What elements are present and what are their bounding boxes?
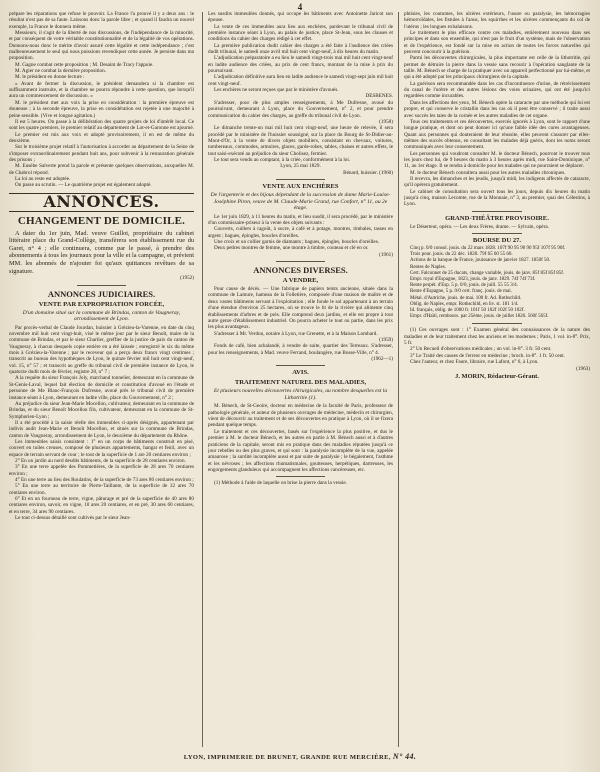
column-2 (208, 11, 393, 749)
reference-number: (1952) (180, 275, 194, 282)
paragraph: La vente de ces immeubles aura lieu aux enchères, pardevant le tribunal civil de première instance séant à Lyon, au palais de justice, place St-Jean, sous les clauses et conditions du cahier des charges rédigé à cet effet. (208, 23, 393, 43)
paragraph: A dater du 1er juin, Mad. veuve Guillot, propriétaire du cabinet littéraire place du Grand-Collège, transfèrera son établissement rue du Garet, n° 4 ; elle continuera, comme par le passé, à prendre des abonnements à tous les journaux pour la ville et la campagne, et prévient MM. les abonnés de n'ajouter foi qu'aux quittances revêtues de sa signature. (9, 229, 194, 275)
bourse-line: Oblig. de Naples, empr. Rothschild, en liv. st. 181 1/4. (410, 301, 519, 307)
paragraph: Le Déserteur, opéra. — Les deux Frères, drame. — Sylvain, opéra. (410, 223, 549, 230)
reference-number: (1958) (379, 118, 393, 125)
page-number: 4 (297, 2, 303, 12)
paragraph: Le 1er juin 1829, à 11 heures du matin, et lieu susdit, il sera procédé, par le ministère d'un commissaire-priseur à la vente des objets suivants : (208, 213, 393, 227)
divider (77, 285, 126, 286)
annonces-banner: ANNONCES. (9, 193, 194, 212)
paragraph: Une croix et un collier garnis de diamants ; bagues, épingles, boucles d'oreilles. (214, 239, 380, 246)
subsection-heading: TRAITEMENT NATUREL DES MALADIES, (234, 379, 367, 387)
divider (276, 365, 325, 366)
footnote: Chez l'auteur, et chez Faure, libraire, rue Lafont, n° 6, à Lyon. (410, 359, 539, 366)
subsection-heading: AVIS. (292, 369, 309, 377)
column-divider (202, 12, 203, 747)
bourse-line: Métal. d'Autriche, jouis. de mai. 100 fr. Ad. Rothschild. (410, 295, 522, 301)
paragraph: Les enchères ne seront reçues que par le ministère d'avoués. (214, 87, 339, 94)
paragraph: Il est 5 heures. On passe à la délibération des quatre projets de loi d'intérêt local. Ce sont les quatre premiers, le premier relatif au département de Lot-et-Garonne est ajourné. (9, 118, 194, 132)
paragraph: On passe au scrutin. — Le quatrième projet est également adopté. (15, 182, 152, 189)
paragraph: Le cabinet de consultation sera ouvert tous les jours, depuis dix heures du matin jusqu'à cinq, maison Lecomte, rue de la Monnaie, n° 3, au premier, quai des Célestins, à Lyon. (404, 188, 590, 208)
bourse-line: Rente perpét. d'Esp. 5 p. 0/0, jouis. de juill. 55 55 3/4. (410, 283, 518, 289)
paragraph: Les personnes qui voudront consulter M. le docteur Bénech, pourront le trouver tous les jours chez lui, de 9 heures du matin à 3 heures après midi, rue Saint-Dominique, n° 11, au 1er étage. Il se rendra à domicile pour les malades qui ne pourraient se déplacer. (404, 150, 590, 170)
paragraph: Sur le troisième projet relatif à l'autorisation à accorder au département de la Seine de s'imposer extraordinairement pendant huit ans, pour subvenir à la restauration générale des prisons ; (9, 144, 194, 163)
paragraph: La guérison sera recommandée dans les cas d'incontinence d'urine, de rétrécissement du canal de l'urètre et des autres lésions des voies urinaires, qui ont été jusqu'ici regardées comme incurables. (404, 80, 590, 100)
paragraph: Le traitement et ces découvertes, basés sur l'expérience la plus positive, et dus le premier à M. le docteur Bénech, et les autres en partie à M. Bénech aussi et à d'autres praticiens de la capitale, seront mis en pratique dans des maladies réputées jusqu'à ce jour rebelles ou des plus graves, et qui sont : la paralysie incomplète de la vue, appelée amaurose ; la surdité incomplète aussi et par suite de paralysie ; le bégaiement, l'asthme et les névroses ; les affections rhumatismales, goutteuses, herpétiques, dartreuses, les engorgements glanduleux qui accompagnent les affections cancéreuses, etc. (208, 428, 393, 473)
paragraph: 2° En un jardin au nord desdits bâtiments, de la superficie de 28 centiares environ. (15, 457, 186, 464)
subsection-note: Et plusieurs nouvelles découvertes chirurgicales, au nombre desquelles est la Lithotritie (1). (213, 388, 388, 401)
paragraph: prépare les réparations que refuse le pouvoir. La France l'a prouvé il y a deux ans : le résultat n'est pas de sa faute. Laissons donc la parole libre ; et quand il faudra un nouvel exemple, la France le donnera même. (9, 11, 194, 30)
divider (472, 233, 522, 234)
signature: DESBENES. (365, 93, 393, 100)
footnote: 2° Un Recueil d'observations médicales ; un vol. in-8°. 3 fr. 50 cent. (410, 346, 552, 353)
paragraph: Deux petites montres de femme, une montre à timbre, couteau et clé en or. (214, 245, 369, 252)
issue-number: N° 44. (392, 752, 417, 761)
divider (276, 179, 325, 180)
paragraph: Au préjudice du sieur Jean-Marie Mocellon, cultivateur, demeurant en la commune de Brindas, et du sieur Benoît Mocellon fils, cultivateur, demeurant en la commune de St-Symphorien-Lyon ; (9, 400, 194, 420)
date-line: Lyon, 25 mai 1829. (280, 163, 321, 170)
bourse-line: Actions de la banque de France, jouissance de janvier 1827. 1850f 50. (410, 258, 551, 264)
bourse-line: Rentes de Naples. (410, 264, 446, 270)
section-heading: ANNONCES JUDICIAIRES. (47, 288, 156, 299)
subsection-heading: VENTE AUX ENCHÈRES (262, 182, 339, 190)
reference-number: (1959) (379, 336, 393, 343)
signature: Bénard, huissier. (1960) (343, 169, 393, 176)
footnote: 3° Le Traité des causes de l'erreur en médecine ; broch. in-8°. 1 fr. 50 cent. (410, 352, 566, 359)
paragraph: A la requête du sieur François Joly, marchand tonnelier, demeurant en la commune de St-Genis-Laval, lequel fait élection de domicile et constitution d'avoué en l'étude et personne de Me Blanc-François Dufresne, avoué près le tribunal civil de première instance séant à Lyon, demeurant en ladite ville, place du Gouvernement, n° 2 ; (9, 375, 194, 401)
paragraph: M. Agier ne combat la dernière proposition. (15, 68, 107, 75)
paragraph: phtisies, les coutumes, les ulcères extérieurs, l'usure ou paralysie, les hémorragies hémorroïdales, les fistules à l'anus, les squirrhes et les ulcères commençants du col de l'utérus ; les longues exhalaisons. (404, 11, 590, 30)
imprint-text: LYON, IMPRIMERIE DE BRUNET, GRANDE RUE MERCIÈRE, (183, 754, 391, 761)
paragraph: Pour cause de décès. — Une fabrique de papiers teints ancienne, située dans la commune de Lamure, hameau de la Folletière, composée d'une maison de maître et de deux vastes bâtiments servant à l'exploitation ; elle fonde le sol appartenant à un terrain d'une étendue d'environ 25 hectares, où se trouve le lit de la rivière qui alimente cinq établissements d'arbres et de près. Elle comprend deux jardins, et elle est propre à tout autre genre d'établissement industriel. On pourra acheter le tout ou partie, dans les prix les plus avantageux. (208, 286, 393, 331)
paragraph: M. le docteur Bénech consultera aussi pour les autres maladies chroniques. (410, 169, 566, 176)
paragraph: M. le président met aux voix la prise en considération : la première épreuve est douteuse ; à la seconde épreuve, la prise en considération est rejetée à une majorité à peine sensible. (Vive et longue agitation.) (9, 99, 194, 119)
divider (276, 476, 325, 477)
printer-imprint (0, 752, 600, 761)
bourse-line: Cinq p. 0/0 consol. jouis. du 22 mars 1828. 107f 90 95 90 90 95f 107f 95 90f. (410, 246, 566, 251)
paragraph: Les susdits immeubles donnés, qui occupe les bâtiments avec Antoinette Jaricot son épouse. (208, 11, 393, 24)
paragraph: Il recevra, les dimanches et les jeudis, jusqu'à midi, les indigents affectés de cataracte, qu'il opérera gratuitement. (404, 175, 590, 189)
paragraph: M. Eusèbe Salverte prend la parole et présente quelques observations, auxquelles M. de Chabrol répond. (9, 163, 194, 176)
section-heading: BOURSE DU 27. (472, 237, 522, 244)
bourse-line: Empr. d'Haïti, rembours. par 25ème, jouis. de juillet 1826. 560f 565f. (410, 314, 549, 320)
divider (276, 261, 325, 262)
bourse-line: Rente d'Espagne, 5 p. 0/0 cert. franç. jouis. de mai. (410, 289, 512, 295)
column-divider (398, 12, 399, 747)
divider (472, 323, 522, 324)
paragraph: Il a été procédé à la saisie réelle des immeubles ci-après désignés, appartenant par indivis audit Jean-Marie et Benoît Mocellon, et situés sur la commune de Brindas, canton de Vaugneray, arrondissement de Lyon, le deuxième du département du Rhône. (9, 419, 194, 439)
paragraph: Parmi les découvertes chirurgicales, la plus importante est celle de la lithotritie, qui permet de détruire la pierre dans la vessie sans recourir à l'opération sanglante de la taille. M. Bénech se charge de la pratiquer avec un appareil perfectionné par lui-même, et qui a été adopté par les principaux chirurgiens de la capitale. (404, 55, 590, 81)
column-1 (9, 11, 194, 749)
paragraph: Le premier est mis aux voix et adopté provisoirement, il en est de même du deuxième. (9, 131, 194, 144)
column-3 (404, 11, 590, 749)
subsection-note: De l'argenterie et des bijoux dépendant de la succession de dame Marie-Louise-Joséphine Piron, veuve de M. Claude-Marie Grand, rue Confort, n° 11, au 2e étage. (210, 191, 391, 212)
paragraph: Fonds de café, bien achalandé, à vendre de suite, quartier des Terreaux. S'adresser, pour les renseignements, à Mad. veuve Ferrand, boulangère, rue Bosse-Ville, n° 4. (208, 343, 393, 356)
footnote: (1) Méthode à l'aide de laquelle on brise la pierre dans la vessie. (214, 480, 348, 487)
paragraph: S'adresser, pour de plus amples renseignements, à Me Dufresne, avoué du poursuivant, demeurant à Lyon, place du Gouvernement, n° 2, et pour prendre communication du cahier des charges, au greffe du tribunal civil de Lyon. (208, 99, 393, 119)
paragraph: L'adjudication préparatoire a eu lieu le samedi vingt-trois mai mil huit cent vingt-neuf en ladite audience des criées, au prix de cent francs, montant de la mise à prix du poursuivant. (208, 55, 393, 75)
footnote: (1) Ces ouvrages sont : 1° Examen général des connaissances de la nature des maladies et de leur traitement chez les anciens et les modernes ; Paris, 1 vol. in-8°. Prix, 5 fr. (404, 327, 590, 347)
paragraph: 6° Et en un fourneau de terre, vigne, pâturage et pré de la superficie de 40 ares 80 centiares environ, savoir, en vigne, 10 ares 20 centiares, et en pré, 30 ares 60 centiares, et en terre, 34 ares 90 centiares. (9, 496, 194, 515)
paragraph: « Avant de fermer la discussion, le président demandera si la chambre est suffisamment instruite, et la chambre ne pourra répondre à cette question, que lorsqu'il aura un commencement de discussion. » (9, 80, 194, 100)
paragraph: 3° En une terre appelée des Pommetières, de la superficie de 28 ares 70 centiares environ ; (9, 464, 194, 477)
bourse-line: Id. français, oblig. de 1000 fr. 101f 50 102f 102f 50 102f. (410, 308, 525, 314)
paragraph: Messieurs, il s'agit de la liberté de nos discussions, de l'indépendance de la minorité, et par conséquent de votre véritable constitutionnalité et de la légalité de vos opérations. Donnons-nous donc le mérite d'avoir assuré cette légalité et cette indépendance ; c'est malheureusement le seul qui nous puissions revendiquer cette année. Je persiste dans ma proposition. (9, 30, 194, 62)
bourse-list (404, 246, 590, 320)
paragraph: L'adjudication définitive aura lieu en ladite audience le samedi vingt-sept juin mil huit cent vingt-neuf. (208, 74, 393, 87)
paragraph: 4° En une terre au lieu des Roulatins, de la superficie de 73 ares 80 centiares environ ; (15, 476, 194, 483)
paragraph: Le dimanche trente-un mai mil huit cent vingt-neuf, une heure de relevée, il sera procédé par le ministère de l'huissier soussigné, sur la place du Bourg de St-Didier-au-Mont-d'Or, à la vente de divers objets mobiliers, consistant en chevaux, voitures, tombereaux, commodes, armoires, glaces, garde-robes, tables, chaises et autres effets, le tout saisi-exécuté au préjudice du sieur Cholisez, fermier. (208, 125, 393, 157)
reference-number: (1963) (576, 365, 590, 372)
editor-signature: J. MORIN, Rédacteur-Gérant. (455, 372, 539, 380)
divider (472, 211, 522, 212)
paragraph: La loi au reste est adoptée. (15, 175, 71, 182)
subsection-note: D'un domaine situé sur la commune de Brindas, canton de Vaugneray, arrondissement de Lyon. (22, 309, 181, 323)
paragraph: M. le président en donne lecture : (15, 74, 85, 81)
paragraph: M. Gagne combat cette proposition ; M. Desaint de Tracy l'appuie. (15, 61, 154, 68)
bourse-line: Empr. royal d'Espagne, 1823, jouis. de janv. 1829. 74f 74f 73f. (410, 277, 536, 283)
paragraph: Le traitement le plus efficace contre ces maladies, entièrement nouveau dans ses principes et dans son ensemble, qui n'est pas le fruit d'un système, mais de l'observation et de l'expérience, est fondé sur la mise en action de toutes les forces naturelles qui peuvent concourir à la guérison. (404, 30, 590, 56)
paragraph: Dans les affections des yeux, M. Bénech opère la cataracte par une méthode qui lui est propre, et qui conserve le cristallin dans les cas où il peut être conservé ; il traite aussi avec succès les taies de la cornée et les autres maladies de cet organe. (404, 99, 590, 119)
section-heading: CHANGEMENT DE DOMICILE. (17, 214, 186, 227)
paragraph: Tous ces traitements et ces découvertes, exercés ignorés à Lyon, sont le rapport d'une longue pratique, et dont on peut donner ici qu'une faible idée des cures avantageuses. Quant aux personnes qui douteraient de leur réussite, elles peuvent s'assurer par elles-mêmes des succès obtenus, en consultant les malades déjà guéris, dont les noms seront communiqués avec leur consentement. (404, 118, 590, 151)
paragraph: La première publication dudit cahier des charges a été faite à l'audience des criées dudit tribunal, le samedi onze avril mil huit cent vingt-neuf, à dix heures du matin. (208, 42, 393, 56)
subsection-heading: A VENDRE, (282, 277, 319, 285)
paragraph: Par procès-verbal de Claude Jourdan, huissier à Grézieu-la-Varenne, en date du cinq novembre mil huit cent vingt-huit, visé le même jour par le sieur Benoît, maire de la commune de Brindas, et par le sieur Charlier, greffier de la justice de paix du canton de Vaugneray, à chacun desquels copie entière en a été laissée ; enregistré le six du même mois à Grézieu-la-Varenne ; par le receveur qui a perçu deux francs vingt centimes ; transcrit au bureau des hypothèques de Lyon, le quinze février mil huit cent vingt-neuf, vol. 15, n° 57 ; et transcrit au greffe du tribunal civil de première instance de Lyon, le quatorze dudit mois de février, registre 28, n° 7 ; (9, 324, 194, 376)
paragraph: 5° En une terre au territoire de Pierre-Taillante, de la superficie de 32 ares 70 centiares environ. (9, 483, 194, 496)
bourse-line: Trois pour. jouis. du 22 déc. 1828. 79f 65 60 55 60. (410, 252, 513, 258)
bourse-line: Cert. Falconnet de 25 ducats, change variable, jouis. de janv. 85f 85f 85f 85f. (410, 270, 565, 276)
paragraph: Les immeubles saisis consistent : 1° en un corps de bâtiments construit en pisé, couvert en tuiles creuses, composé de plusieurs appartements, hangar et fenil, avec un espace de terrain servant de cour ; le tout de la superficie de 1 are 20 centiares environ ; (9, 438, 194, 458)
paragraph: M. Bénech, de St-Geoire, docteur en médecine de la faculté de Paris, professeur de pathologie générale, et auteur de plusieurs ouvrages de médecine, médecin et chirurgien, vient de découvrir au traitement et de ses découvertes en pratique à Lyon, où il se fixera pendant quelque temps. (208, 403, 393, 429)
reference-number: (1962—1) (371, 355, 393, 362)
section-heading: ANNONCES DIVERSES. (253, 265, 348, 276)
paragraph: Le tout sera vendu au comptant, à la criée, conformément à la loi. (214, 156, 351, 163)
paragraph: Couverts, cuillers à ragoût, à sucre, à café et à potage, montres, timbales, tasses en argent ; bagues, épingles, boucles d'oreilles. (208, 226, 393, 239)
section-heading: GRAND-THÉÂTRE PROVISOIRE. (445, 214, 549, 222)
paragraph: S'adresser à Mr. Verdun, notaire à Lyon, rue Grenette, et à la Maison Lombard. (214, 330, 378, 337)
paragraph: Le tout ci-dessus détaillé sont cultivés par le sieur Jean- (15, 515, 131, 522)
subsection-heading: VENTE PAR EXPROPRIATION FORCÉE, (38, 300, 165, 308)
reference-number: (1961) (379, 251, 393, 258)
